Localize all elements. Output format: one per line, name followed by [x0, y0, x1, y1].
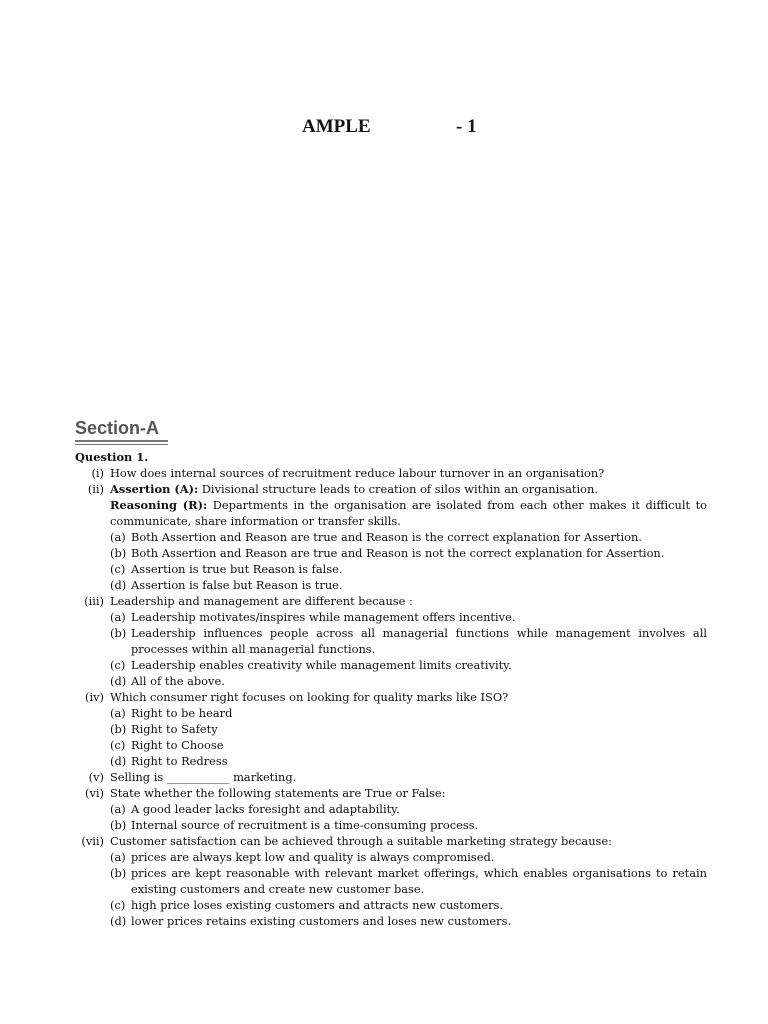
option-letter: (a)	[110, 802, 126, 816]
option-letter: (d)	[110, 754, 127, 768]
option-item	[110, 849, 707, 865]
option-item	[110, 545, 707, 561]
option-list	[110, 801, 707, 833]
question-number: (i)	[91, 466, 104, 480]
option-text: Right to Choose	[131, 738, 224, 752]
question-item	[75, 593, 707, 689]
option-item	[110, 577, 707, 593]
question-item	[75, 833, 707, 929]
option-text: Leadership motivates/inspires while management offers incentive.	[131, 610, 516, 624]
option-item	[110, 913, 707, 929]
option-item	[110, 673, 707, 689]
option-text: Internal source of recruitment is a time-consuming process.	[131, 818, 479, 832]
option-letter: (c)	[110, 738, 126, 752]
question-text: How does internal sources of recruitment reduce labour turnover in an organisation?	[110, 466, 605, 480]
question-item	[75, 785, 707, 833]
option-letter: (d)	[110, 914, 127, 928]
option-letter: (d)	[110, 674, 127, 688]
question-item	[75, 481, 707, 593]
question-number: (v)	[88, 770, 104, 784]
option-item	[110, 529, 707, 545]
option-item	[110, 657, 707, 673]
option-list	[110, 849, 707, 929]
assertion-text: Divisional structure leads to creation of silos within an organisation.	[201, 482, 598, 496]
option-text: Both Assertion and Reason are true and Reason is not the correct explanation for Assertion.	[131, 546, 665, 560]
question-number: (ii)	[87, 482, 104, 496]
option-item	[110, 705, 707, 721]
option-text: Both Assertion and Reason are true and Reason is the correct explanation for Assertion.	[131, 530, 642, 544]
option-text: Assertion is false but Reason is true.	[131, 578, 343, 592]
question-content	[75, 449, 707, 929]
option-item	[110, 561, 707, 577]
option-text: Leadership influences people across all managerial functions while management involves all processes within all managerial functions.	[131, 626, 707, 656]
option-text: All of the above.	[131, 674, 225, 688]
option-letter: (a)	[110, 610, 126, 624]
option-list	[110, 529, 707, 593]
option-text: Leadership enables creativity while management limits creativity.	[131, 658, 512, 672]
question-item	[75, 769, 707, 785]
question-text: Selling is ___________ marketing.	[110, 770, 297, 784]
option-letter: (b)	[110, 818, 127, 832]
reasoning-text: Departments in the organisation are isolated from each other makes it difficult to communicate, share information or transfer skills.	[110, 498, 708, 528]
option-text: prices are kept reasonable with relevant market offerings, which enables organisations to retain existing customers and create new customer base.	[131, 866, 707, 896]
option-letter: (c)	[110, 898, 126, 912]
option-list	[110, 609, 707, 689]
option-item	[110, 865, 707, 897]
option-text: Right to Safety	[131, 722, 218, 736]
option-letter: (b)	[110, 866, 127, 880]
option-item	[110, 897, 707, 913]
question-number: (vi)	[85, 786, 104, 800]
option-item	[110, 753, 707, 769]
option-letter: (c)	[110, 658, 126, 672]
option-letter: (b)	[110, 546, 127, 560]
option-list	[110, 705, 707, 769]
question-number: (iv)	[85, 690, 104, 704]
option-item	[110, 801, 707, 817]
option-text: prices are always kept low and quality is always compromised.	[131, 850, 495, 864]
option-item	[110, 721, 707, 737]
option-item	[110, 817, 707, 833]
assertion-label: Assertion (A):	[110, 482, 199, 496]
option-letter: (a)	[110, 706, 126, 720]
option-item	[110, 737, 707, 753]
question-item	[75, 465, 707, 481]
section-underline	[75, 440, 168, 442]
reasoning-label: Reasoning (R):	[110, 498, 208, 512]
question-text: Leadership and management are different because :	[110, 594, 413, 608]
section-title: Section-A	[75, 418, 160, 438]
assertion-line	[110, 481, 707, 497]
reasoning-line	[110, 497, 707, 529]
question-label: Question 1.	[75, 450, 149, 464]
question-number: (iii)	[84, 594, 104, 608]
question-text: Customer satisfaction can be achieved through a suitable marketing strategy because:	[110, 834, 612, 848]
option-letter: (b)	[110, 722, 127, 736]
section-underline-thin	[75, 444, 168, 445]
option-letter: (a)	[110, 530, 126, 544]
option-text: A good leader lacks foresight and adaptability.	[131, 802, 400, 816]
option-text: high price loses existing customers and attracts new customers.	[131, 898, 504, 912]
question-text: State whether the following statements are True or False:	[110, 786, 446, 800]
option-letter: (c)	[110, 562, 126, 576]
option-text: Right to Redress	[131, 754, 228, 768]
option-letter: (d)	[110, 578, 127, 592]
question-text: Which consumer right focuses on looking for quality marks like ISO?	[110, 690, 509, 704]
question-number: (vii)	[81, 834, 104, 848]
title-right: - 1	[456, 116, 477, 137]
title-left: AMPLE	[302, 116, 371, 137]
option-text: Assertion is true but Reason is false.	[131, 562, 343, 576]
option-letter: (b)	[110, 626, 127, 640]
option-letter: (a)	[110, 850, 126, 864]
option-item	[110, 625, 707, 657]
question-item	[75, 689, 707, 769]
option-text: Right to be heard	[131, 706, 233, 720]
option-text: lower prices retains existing customers and loses new customers.	[131, 914, 512, 928]
section-heading	[75, 418, 168, 439]
option-item	[110, 609, 707, 625]
